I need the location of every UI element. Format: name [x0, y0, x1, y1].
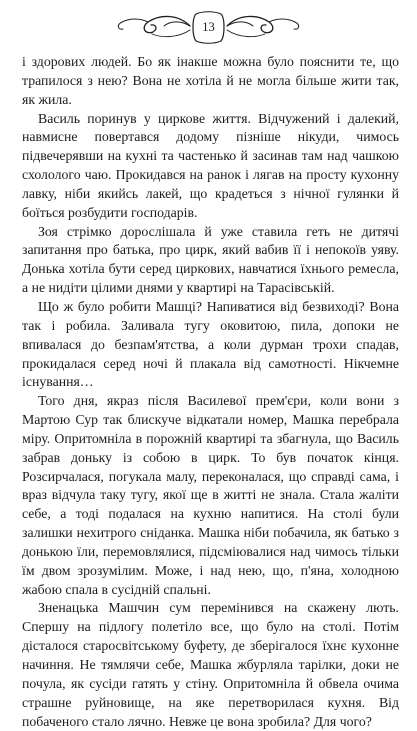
paragraph: Що ж було робити Машці? Напиватися від безвиході? Вона так і робила. Заливала тугу оковитою, пила, допоки не впивалася до безпам'ятства, а коли дурман трохи спадав, прокидалася серед ночі й плакала від самотності. Нікчемне існування… — [22, 298, 399, 390]
paragraph: і здорових людей. Бо як інакше можна було пояснити те, що трапилося з нею? Вона не хотіла й не могла більше жити так, як жила. — [22, 54, 399, 107]
body-text — [22, 53, 399, 731]
page-header — [0, 8, 417, 48]
paragraph: Василь поринув у циркове життя. Відчужений і далекий, навмисне повертався додому пізніше нікуди, чимось підвечерявши на кухні та частенько й засинав там над чашкою схололого чаю. Прокидався на ранок і лягав на просту кухонну лавку, ніби якийсь лакей, що крадеться з нічної гулянки й боїться розбудити господарів. — [22, 110, 399, 220]
paragraph: Того дня, якраз після Василевої прем'єри, коли вони з Мартою Сур так блискуче відкатали номер, Машка перебрала міру. Опритомніла в порожній квартирі та збагнула, що Василь забрав доньку із собою в цирк. То був початок кінця. Розсирчалася, погукала малу, переконалася, що справді сама, і враз відчула таку тугу, якої ще в житті не знала. Стала жаліти себе, а тоді подалася на кухню напитися. На столі були залишки нехитрого сніданка. Машка ніби побачила, як батько з донькою їли, перемовлялися, підсміювалися над чимось тільки їм двом зрозумілим. Може, і над нею, що, п'яна, холодною жабою спала в сусідній спальні. — [22, 393, 399, 597]
paragraph: Зоя стрімко дорослішала й уже ставила геть не дитячі запитання про батька, про цирк, який вабив її і непокоїв уяву. Донька хотіла бути серед циркових, навчатися їхнього ремесла, а не нидіти цілими днями у квартирі на Тарасівській. — [22, 223, 399, 296]
paragraph: Зненацька Машчин сум перемінився на скажену лють. Спершу на підлогу полетіло все, що було на столі. Потім дісталося старосвітському буфету, де зберігалося їхнє кухонне начиння. Не тямлячи себе, Машка жбурляла тарілки, доки не почула, як сусіди гатять у стіну. Опритомніла й обвела очима страшне руйновище, на яке перетворилася кухня. Від побаченого стало лячно. Невже це вона зробила? Для чого? — [22, 600, 399, 729]
page-number: 13 — [202, 20, 215, 34]
